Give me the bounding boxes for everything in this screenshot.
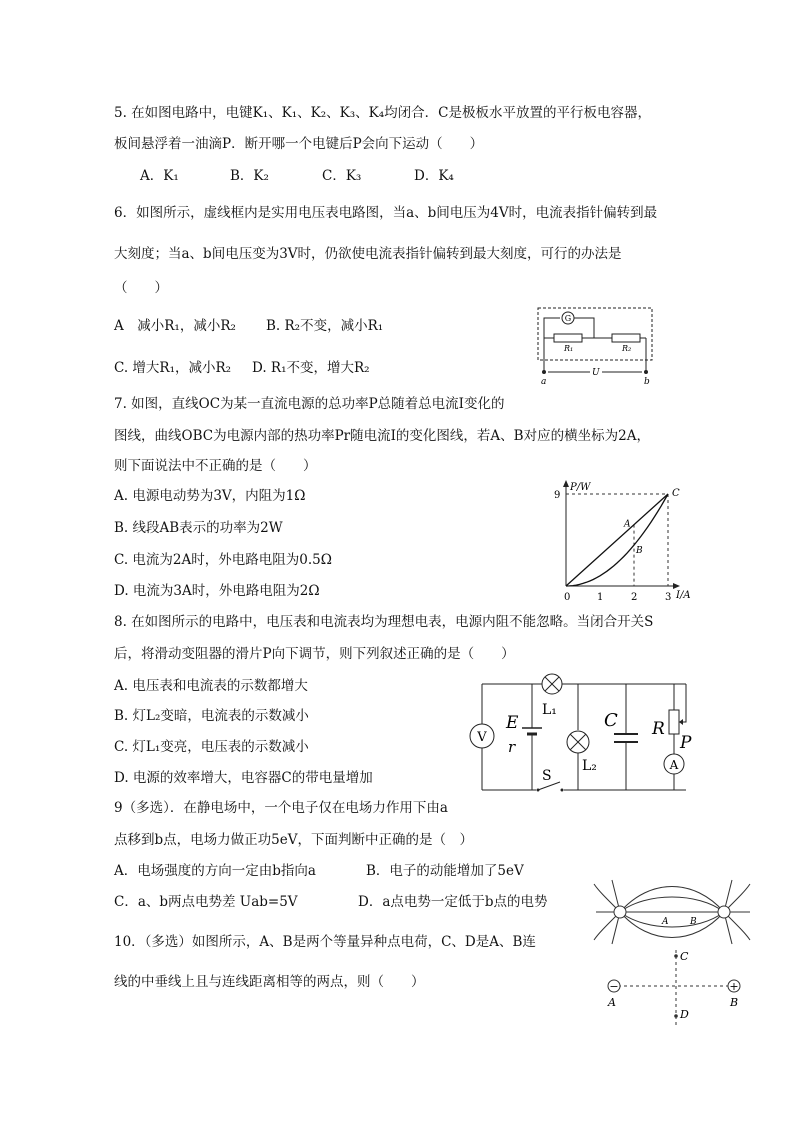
q5-stem-line1: 5. 在如图电路中，电键K₁、K₁、K₂、K₃、K₄均闭合．C是极板水平放置的平行板电容器， [114,105,651,121]
q5-option-c: C．K₃ [322,168,362,184]
rheostat-icon [669,710,679,734]
point-a-label: A [624,519,631,530]
q7-option-b: B. 线段AB表示的功率为2W [114,520,283,536]
terminal-b-label: b [644,377,650,387]
x-tick-0: 0 [564,592,571,603]
point-b-label: B [636,546,643,557]
q8-option-a: A. 电压表和电流表的示数都增大 [114,678,308,694]
q8-circuit-figure [462,672,702,800]
q7-stem-line3: 则下面说法中不正确的是（ ） [114,458,317,474]
q8-option-d: D. 电源的效率增大，电容器C的带电量增加 [114,770,373,786]
terminal-a-label: a [541,377,547,387]
point-c-label: C [680,950,689,963]
point-d-label: D [680,1008,689,1021]
q9-stem-line1: 9（多选）．在静电场中，一个电子仅在电场力作用下由a [114,800,448,816]
y-axis-label: P/W [570,482,591,493]
voltage-u-label: U [592,368,600,378]
q7-power-current-chart [552,478,692,604]
y-tick-9: 9 [554,490,561,501]
q5-option-d: D．K₄ [414,168,454,184]
positive-sign: + [729,980,739,993]
q7-stem-line1: 7. 如图，直线OC为某一直流电源的总功率P总随着总电流I变化的 [114,396,505,412]
q6-stem-line1: 6．如图所示，虚线框内是实用电压表电路图，当a、b间电压为4V时，电流表指针偏转到最 [114,205,658,221]
x-tick-2: 2 [631,592,638,603]
point-b-label: B [690,917,697,927]
q9-field-lines-figure [590,878,754,948]
emf-label: E [506,713,519,733]
resistor-r1 [554,334,582,342]
r2-label: R₂ [622,344,632,353]
slider-p-label: P [680,733,692,753]
q6-option-d: D. R₁不变，增大R₂ [252,360,370,376]
q7-option-d: D. 电流为3A时，外电路电阻为2Ω [114,583,320,599]
x-axis-label: I/A [676,590,691,601]
r1-label: R₁ [564,344,574,353]
lamp-l1-label: L₁ [542,702,557,718]
charge-b-label: B [730,996,739,1009]
q10-stem-line2: 线的中垂线上且与连线距离相等的两点，则（ ） [114,974,425,990]
charge-left-icon [614,906,626,918]
galvanometer-label: G [564,314,572,323]
q9-option-c: C．a、b两点电势差 Uab=5V [114,894,298,910]
q10-stem-line1: 10．（多选）如图所示，A、B是两个等量异种点电荷，C、D是A、B连 [114,934,536,950]
q7-stem-line2: 图线，曲线OBC为电源内部的热功率Pr随电流I的变化图线，若A、B对应的横坐标为2A， [114,428,650,444]
q6-option-b: B. R₂不变，减小R₁ [266,318,384,334]
q8-stem-line1: 8. 在如图所示的电路中，电压表和电流表均为理想电表，电源内阻不能忽略。当闭合开关S [114,614,654,630]
q7-option-c: C. 电流为2A时，外电路电阻为0.5Ω [114,552,332,568]
q10-charges-figure [600,946,750,1032]
ammeter-label: A [669,758,679,772]
rheostat-label: R [652,719,665,739]
series-oc-line [566,494,668,586]
negative-sign: − [609,980,619,993]
q5-option-a: A．K₁ [140,168,179,184]
q5-option-b: B．K₂ [230,168,269,184]
q6-stem-line3: （ ） [114,280,168,296]
q7-option-a: A. 电源电动势为3V，内阻为1Ω [114,488,306,504]
slider-p[interactable] [679,684,686,722]
internal-resistance-label: r [508,738,516,756]
charge-right-icon [718,906,730,918]
charge-a-label: A [608,996,616,1009]
q5-stem-line2: 板间悬浮着一油滴P．断开哪一个电键后P会向下运动（ ） [114,136,484,152]
q9-stem-line2: 点移到b点，电场力做正功5eV，下面判断中正确的是（ ） [114,832,473,848]
point-a-label: A [662,917,669,927]
q6-option-a: A 减小R₁，减小R₂ [114,318,236,334]
q6-voltmeter-circuit-figure [530,300,660,390]
lamp-l2-label: L₂ [582,758,597,774]
resistor-r2 [612,334,640,342]
q9-option-b: B．电子的动能增加了5eV [366,863,524,879]
q8-option-b: B. 灯L₂变暗，电流表的示数减小 [114,708,309,724]
q8-option-c: C. 灯L₁变亮，电压表的示数减小 [114,739,309,755]
q9-option-a: A．电场强度的方向一定由b指向a [114,863,316,879]
capacitor-label: C [604,710,618,731]
x-tick-3: 3 [665,592,672,603]
q8-stem-line2: 后，将滑动变阻器的滑片P向下调节，则下列叙述正确的是（ ） [114,646,515,662]
x-tick-1: 1 [597,592,604,603]
q9-option-d: D．a点电势一定低于b点的电势 [358,894,548,910]
voltmeter-label: V [477,730,487,745]
point-c-label: C [672,488,680,499]
q6-option-c: C. 增大R₁，减小R₂ [114,360,232,376]
q6-stem-line2: 大刻度；当a、b间电压变为3V时，仍欲使电流表指针偏转到最大刻度，可行的办法是 [114,246,622,262]
switch-s-label: S [542,768,552,784]
